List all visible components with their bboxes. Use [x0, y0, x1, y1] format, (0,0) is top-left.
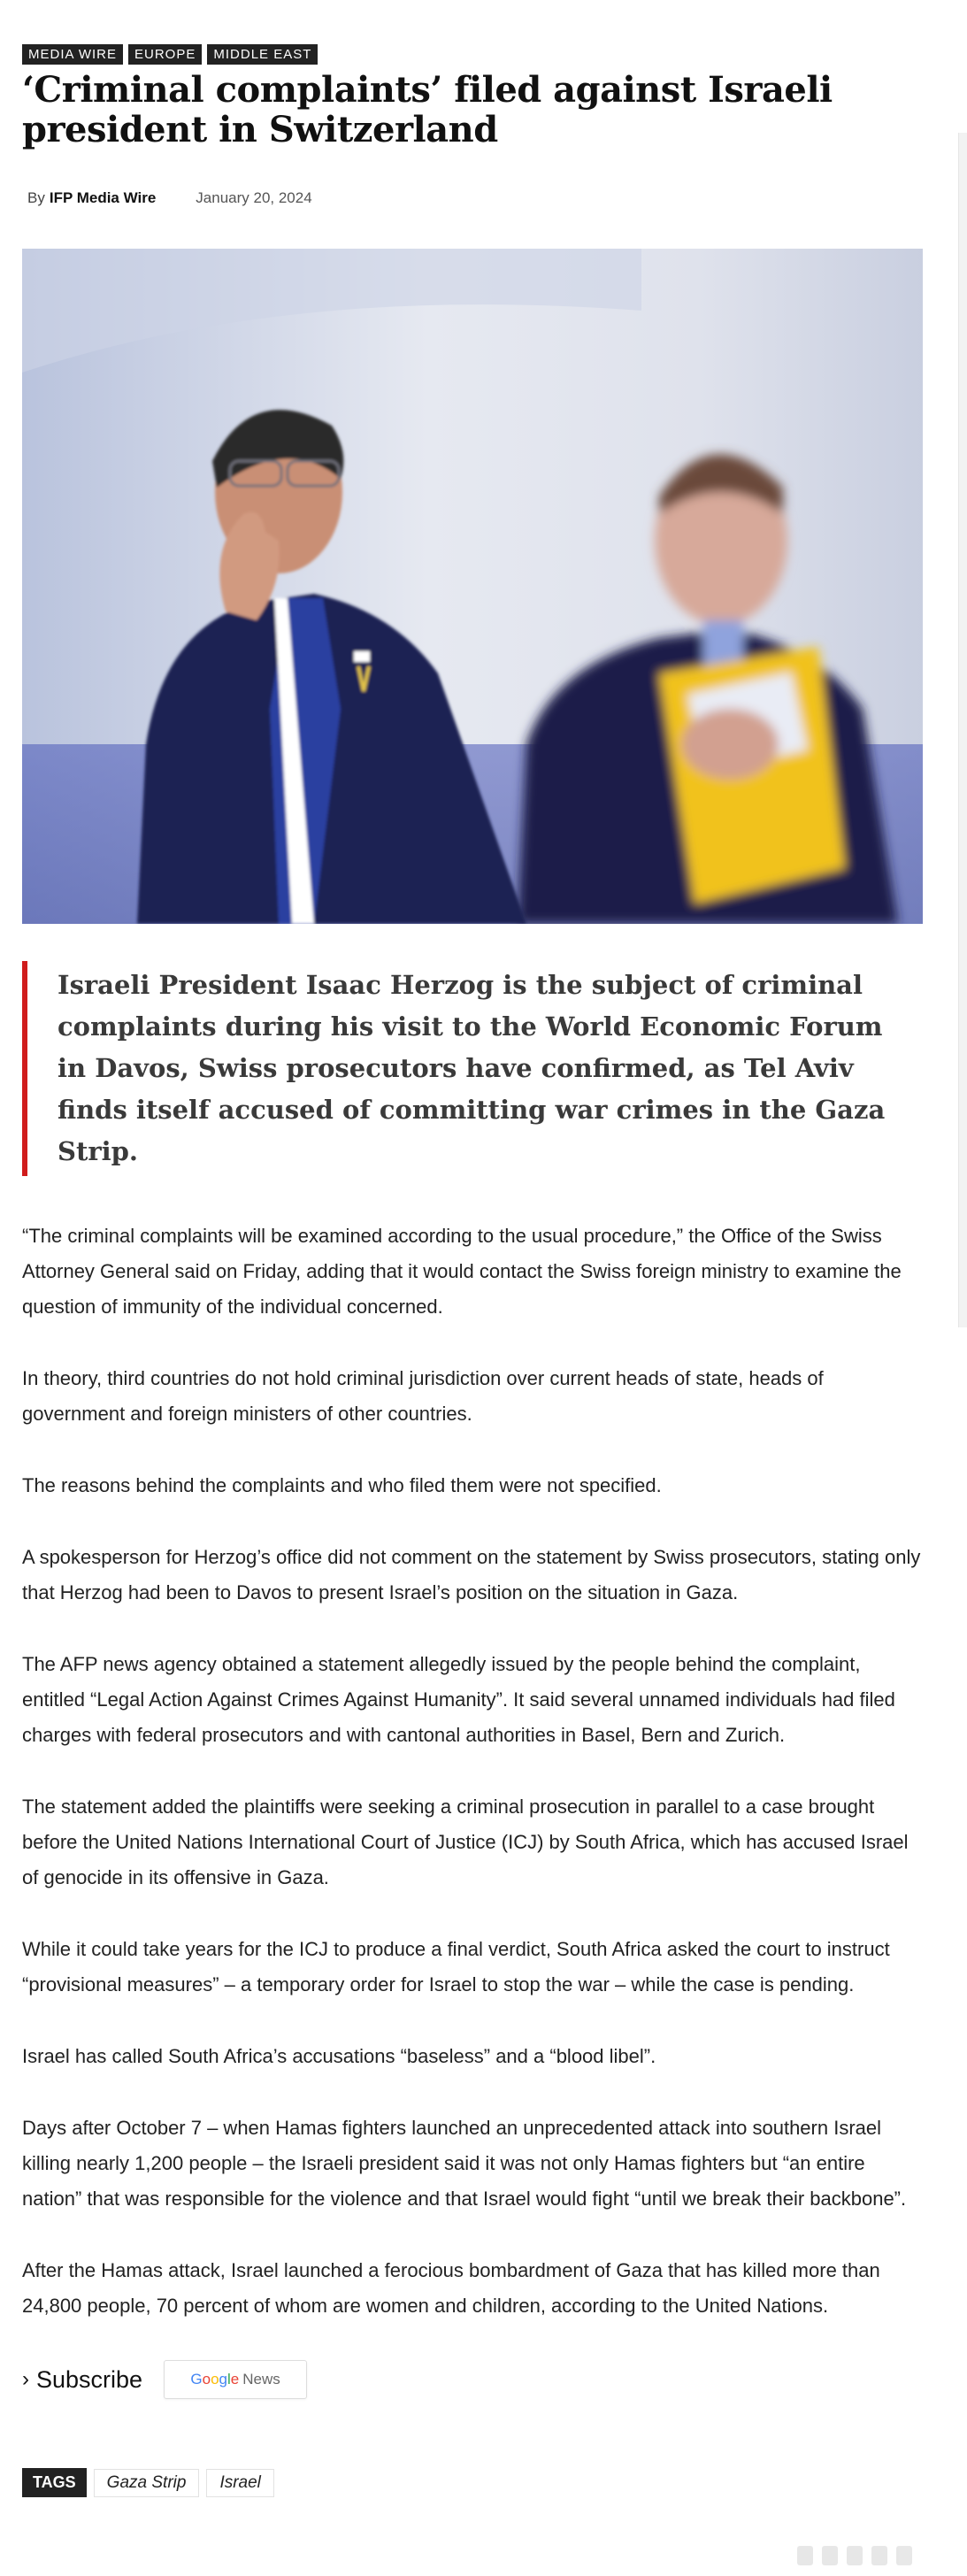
side-scroll-track[interactable]: [958, 133, 967, 1327]
menu-icon[interactable]: [896, 2546, 912, 2565]
toolbar-icon[interactable]: [797, 2546, 813, 2565]
paragraph: Days after October 7 – when Hamas fighters launched an unprecedented attack into southern Israel killing nearly 1,200 people – the Israeli president said it was not only Hamas fighters but “an entire nation” that was responsible for the violence and that Israel would fight “until we break their backbone”.: [22, 2117, 907, 2210]
article-body: [22, 1219, 923, 2324]
paragraph: In theory, third countries do not hold criminal jurisdiction over current heads of state, heads of government and foreign ministers of other countries.: [22, 1367, 824, 1425]
google-news-logo: Google: [190, 2371, 240, 2388]
paragraph: While it could take years for the ICJ to produce a final verdict, South Africa asked the court to instruct “provisional measures” – a temporary order for Israel to stop the war – while the case is pending.: [22, 1938, 890, 1995]
tag-israel[interactable]: Israel: [206, 2469, 273, 2497]
tags-label: TAGS: [22, 2468, 87, 2497]
byline: [22, 187, 923, 210]
google-news-label: News: [242, 2371, 280, 2388]
toolbar-icon[interactable]: [847, 2546, 863, 2565]
google-news-button[interactable]: [164, 2360, 307, 2399]
paragraph: Israel has called South Africa’s accusations “baseless” and a “blood libel”.: [22, 2045, 656, 2067]
subscribe-link[interactable]: [22, 2366, 142, 2394]
toolbar-icon[interactable]: [822, 2546, 838, 2565]
paragraph: The reasons behind the complaints and who filed them were not specified.: [22, 1474, 662, 1496]
hero-image: [22, 249, 923, 924]
subscribe-row: [22, 2360, 923, 2399]
floating-toolbar: [797, 2542, 948, 2569]
toolbar-icon[interactable]: [871, 2546, 887, 2565]
paragraph: “The criminal complaints will be examined according to the usual procedure,” the Office of the Swiss Attorney General said on Friday, adding that it would contact the Swiss foreign ministry to examine the question of immunity of the individual concerned.: [22, 1225, 902, 1318]
paragraph: After the Hamas attack, Israel launched a ferocious bombardment of Gaza that has killed more than 24,800 people, 70 percent of whom are women and children, according to the United Nations.: [22, 2259, 880, 2317]
category-middle-east[interactable]: MIDDLE EAST: [207, 44, 318, 65]
tag-list: [22, 2468, 923, 2497]
publish-date: January 20, 2024: [196, 189, 312, 206]
lead-quote: Israeli President Isaac Herzog is the subject of criminal complaints during his visit to the World Economic Forum in Davos, Swiss prosecutors have confirmed, as Tel Aviv finds itself accused of committing war crimes in the Gaza Strip.: [22, 961, 889, 1176]
paragraph: The AFP news agency obtained a statement allegedly issued by the people behind the complaint, entitled “Legal Action Against Crimes Against Humanity”. It said several unnamed individuals had filed charges with federal prosecutors and with cantonal authorities in Basel, Bern and Zurich.: [22, 1653, 895, 1746]
author-link[interactable]: IFP Media Wire: [49, 189, 157, 206]
chevron-right-icon: ›: [22, 2367, 29, 2391]
paragraph: The statement added the plaintiffs were seeking a criminal prosecution in parallel to a case brought before the United Nations International Court of Justice (ICJ) by South Africa, which has accused Israel of genocide in its offensive in Gaza.: [22, 1796, 909, 1888]
category-media-wire[interactable]: MEDIA WIRE: [22, 44, 123, 65]
paragraph: A spokesperson for Herzog’s office did not comment on the statement by Swiss prosecutors, stating only that Herzog had been to Davos to present Israel’s position on the situation in Gaza.: [22, 1546, 921, 1603]
tag-gaza-strip[interactable]: Gaza Strip: [94, 2469, 200, 2497]
subscribe-label: Subscribe: [36, 2365, 143, 2393]
hero-photo-illustration: [22, 249, 923, 924]
category-list: [22, 44, 923, 65]
byline-by: By: [27, 189, 45, 206]
category-europe[interactable]: EUROPE: [128, 44, 202, 65]
article-title: ‘Criminal complaints’ filed against Israeli president in Switzerland: [22, 69, 833, 150]
article: [22, 44, 923, 2497]
